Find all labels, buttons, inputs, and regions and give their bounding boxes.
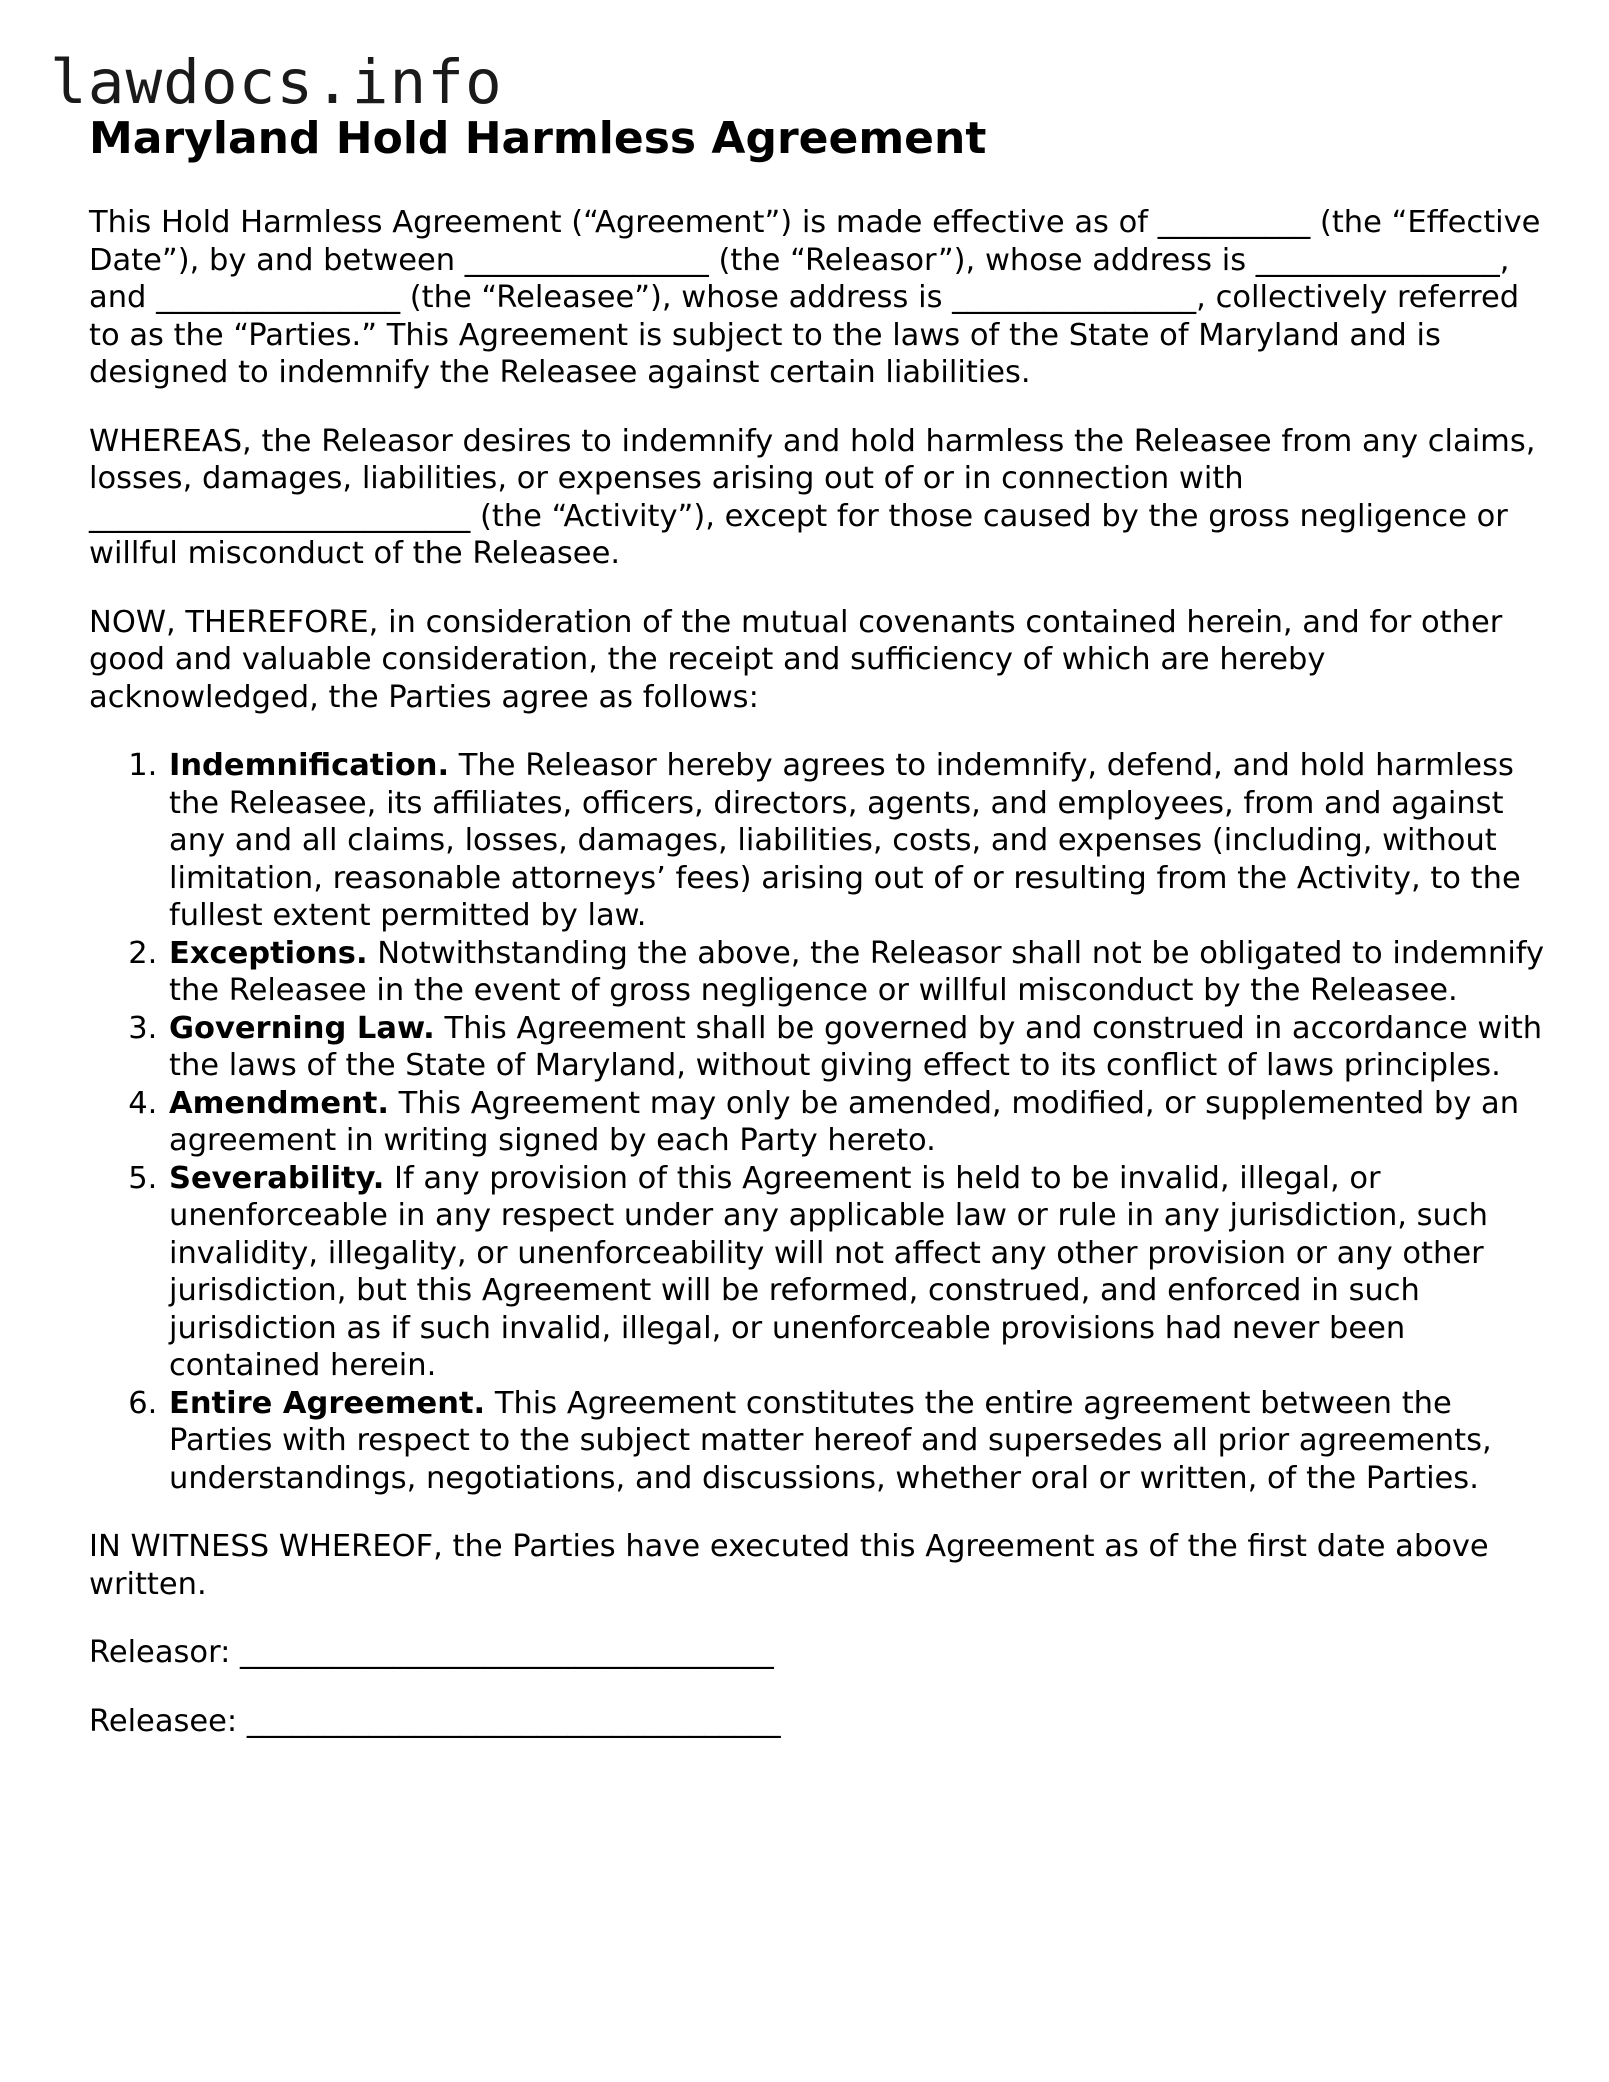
releasor-signature-line: Releasor: ___________________________________ xyxy=(89,1635,774,1670)
clause-text: If any provision of this Agreement is held to be invalid, illegal, or unenforceable in any respect under any applicable law or rule in any jurisdiction, such invalidity, illegality, or unenforceability will not affect any other provision or any other jurisdiction, but this Agreement will be reformed, construed, and enforced in such jurisdiction as if such invalid, illegal, or unenforceable provisions had never been contained herein. xyxy=(169,1160,1488,1383)
site-watermark: lawdocs.info xyxy=(50,47,503,118)
document-title: Maryland Hold Harmless Agreement xyxy=(89,113,987,164)
clause-text: This Agreement shall be governed by and construed in accordance with the laws of the State of Maryland, without giving effect to its conflict of laws principles. xyxy=(169,1010,1543,1083)
clause-term: Indemnification. xyxy=(169,748,450,783)
clause-item xyxy=(167,1010,1549,1085)
clause-text: This Agreement constitutes the entire agreement between the Parties with respect to the subject matter hereof and supersedes all prior agreements, understandings, negotiations, and discussions, whether oral or written, of the Parties. xyxy=(169,1385,1492,1496)
whereas-paragraph: WHEREAS, the Releasor desires to indemnify and hold harmless the Releasee from any claims, losses, damages, liabilities, or expenses arising out of or in connection with _________________________ (the “Activity”), except for those caused by the gross negligence or willful misconduct of the Releasee. xyxy=(89,423,1536,571)
witness-paragraph: IN WITNESS WHEREOF, the Parties have executed this Agreement as of the first date above written. xyxy=(89,1529,1489,1602)
clause-item xyxy=(167,747,1549,935)
clause-item xyxy=(167,935,1549,1010)
clause-term: Entire Agreement. xyxy=(169,1385,486,1421)
clause-item xyxy=(167,1085,1549,1160)
now-therefore-paragraph: NOW, THEREFORE, in consideration of the mutual covenants contained herein, and for other good and valuable consideration, the receipt and sufficiency of which are hereby acknowledged, the Parties agree as follows: xyxy=(89,604,1503,715)
clause-term: Amendment. xyxy=(169,1085,389,1121)
clause-term: Exceptions. xyxy=(169,935,368,971)
intro-paragraph: This Hold Harmless Agreement (“Agreement”) is made effective as of __________ (the “Effective Date”), by and between ________________ (the “Releasor”), whose address is ________________, and ________________ (the “Releasee”), whose address is ________________, collectively referred to as the “Parties.” This Agreement is subject to the laws of the State of Maryland and is designed to indemnify the Releasee against certain liabilities. xyxy=(89,205,1541,390)
clause-text: Notwithstanding the above, the Releasor shall not be obligated to indemnify the Releasee in the event of gross negligence or willful misconduct by the Releasee. xyxy=(169,935,1545,1008)
clause-item xyxy=(167,1160,1549,1385)
clause-term: Governing Law. xyxy=(169,1010,435,1046)
clause-text: This Agreement may only be amended, modified, or supplemented by an agreement in writing signed by each Party hereto. xyxy=(169,1085,1520,1158)
clause-list xyxy=(89,747,1549,1497)
releasee-signature-line: Releasee: ___________________________________ xyxy=(89,1703,781,1739)
clause-text: The Releasor hereby agrees to indemnify, defend, and hold harmless the Releasee, its affiliates, officers, directors, agents, and employees, from and against any and all claims, losses, damages, liabilities, costs, and expenses (including, without limitation, reasonable attorneys’ fees) arising out of or resulting from the Activity, to the fullest extent permitted by law. xyxy=(169,748,1521,933)
agreement-document xyxy=(89,112,1549,1771)
clause-item xyxy=(167,1385,1549,1498)
clause-term: Severability. xyxy=(169,1160,385,1196)
